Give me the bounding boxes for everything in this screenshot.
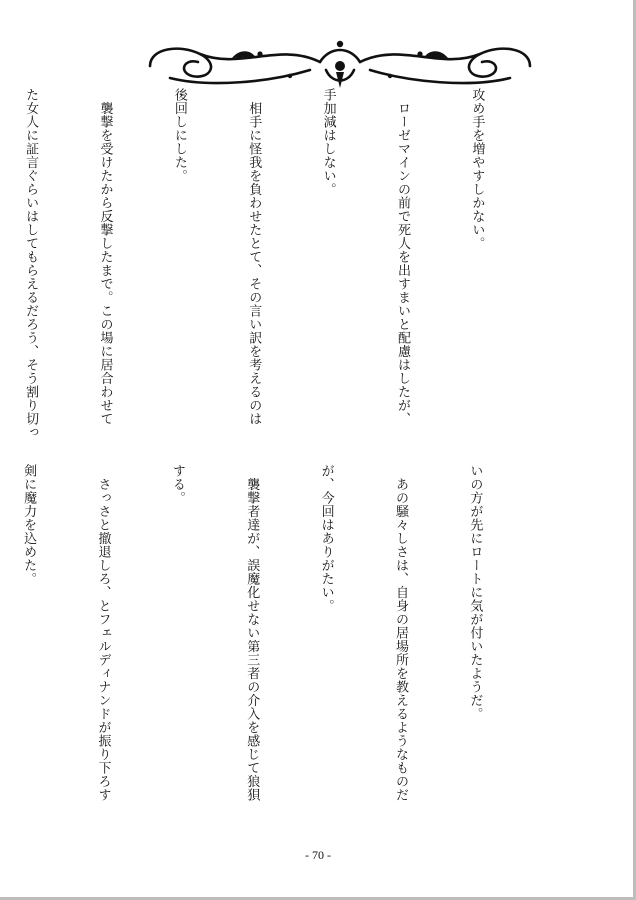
text-column: さっさと撤退しろ、とフェルディナンドが振り下ろす xyxy=(95,464,111,802)
page-number: - 70 - xyxy=(305,848,331,862)
text-column: 襲撃を受けたから反撃したまで。この場に居合わせて xyxy=(97,88,113,426)
top-text-block xyxy=(23,88,538,439)
text-column: 手加減はしない。 xyxy=(320,88,336,196)
text-column: た女人に証言ぐらいはしてもらえるだろう、そう割り切っ xyxy=(23,88,39,439)
decorative-flourish-ornament xyxy=(140,36,540,90)
text-column: あの騒々しさは、自身の居場所を教えるようなものだ xyxy=(393,464,409,802)
bottom-text-block xyxy=(21,464,536,814)
text-column: ローゼマインの前で死人を出すまいと配慮はしたが、 xyxy=(395,88,411,426)
text-column: 後回しにした。 xyxy=(171,88,187,183)
text-column: 襲撃者達が、誤魔化せない第三者の介入を感じて狼狽 xyxy=(244,464,260,802)
text-column: が、今回はありがたい。 xyxy=(318,464,334,613)
text-column: する。 xyxy=(169,464,185,505)
text-column: 相手に怪我を負わせたとて、その言い訳を考えるのは xyxy=(246,88,262,426)
text-column: 攻め手を増やすしかない。 xyxy=(469,88,485,250)
text-column: 剣に魔力を込めた。 xyxy=(21,464,37,586)
text-column: いの方が先にロートに気が付いたようだ。 xyxy=(467,464,483,721)
